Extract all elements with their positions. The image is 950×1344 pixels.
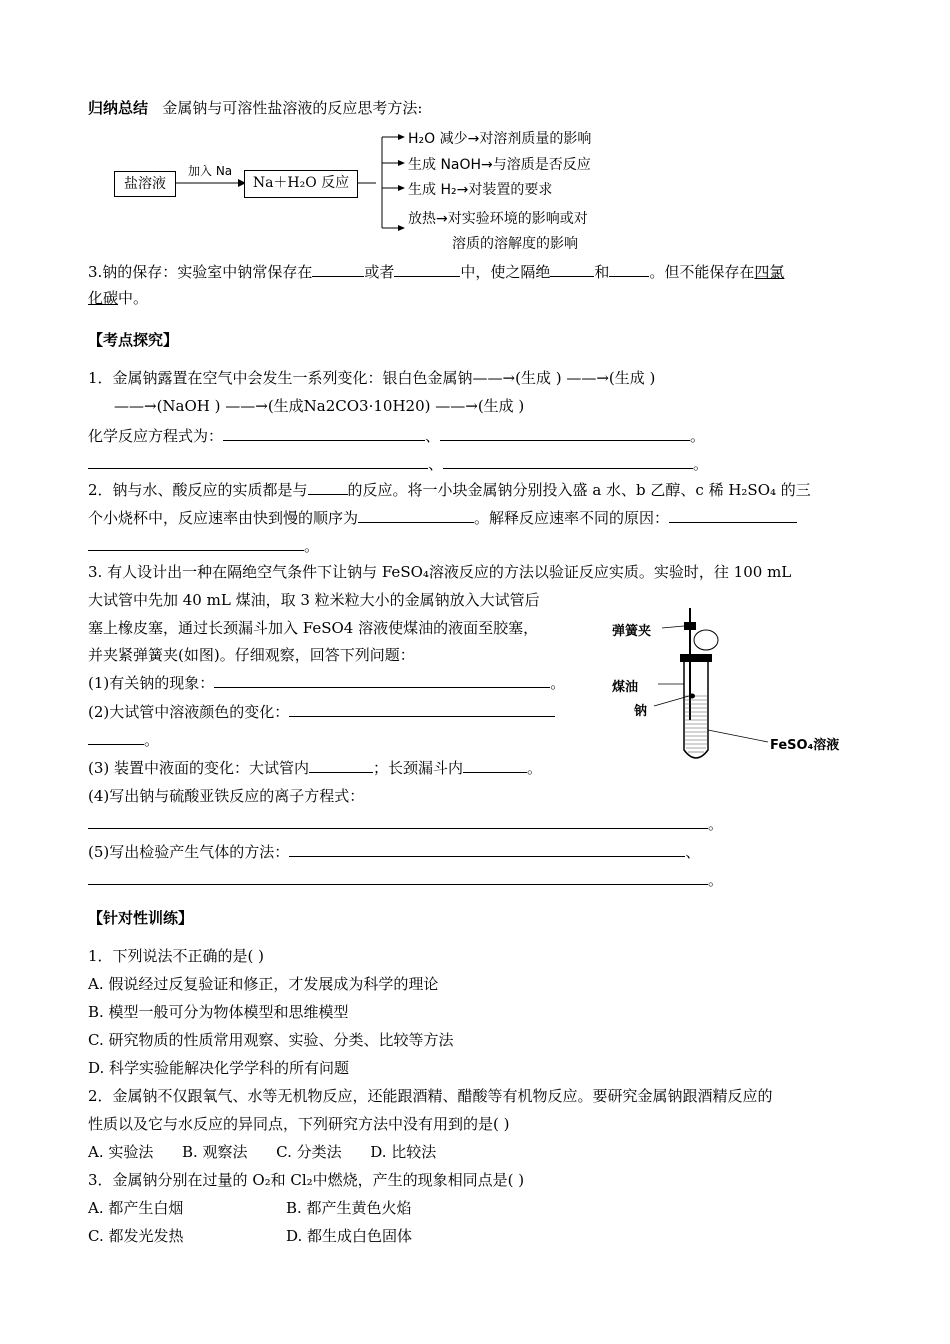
blank[interactable]: [88, 814, 708, 829]
storage-underlined: 四氯: [754, 263, 785, 281]
q1-line-1: 1．金属钠露置在空气中会发生一系列变化：银白色金属钠——→(生成 ) ——→(生成 ): [88, 369, 656, 387]
label-kerosene: 煤油: [612, 680, 639, 695]
q3-text: (5)写出检验产生气体的方法：: [88, 843, 290, 861]
storage-line: [88, 262, 784, 282]
period: 。: [708, 815, 724, 833]
q3-line-2: 大试管中先加 40 mL 煤油，取 3 粒米粒大小的金属钠放入大试管后: [88, 591, 540, 609]
branch-1: H₂O 减少→对溶剂质量的影响: [408, 131, 592, 147]
q1-line-3: [88, 426, 705, 446]
q2-text: 的反应。将一小块金属钠分别投入盛 a 水、b 乙醇、c 稀 H₂SO₄ 的三: [347, 481, 811, 499]
section-heading-training: 【针对性训练】: [88, 909, 194, 927]
period: 。: [527, 759, 543, 777]
storage-text: 。但不能保存在: [649, 263, 755, 281]
q2-text: 。解释反应速率不同的原因：: [474, 509, 670, 527]
t3-stem: 3．金属钠分别在过量的 O₂和 Cl₂中燃烧，产生的现象相同点是( ): [88, 1171, 525, 1189]
reaction-box: Na＋H₂O 反应: [244, 170, 358, 198]
t2-stem-2: 性质以及它与水反应的异同点，下列研究方法中没有用到的是( ): [88, 1115, 510, 1133]
summary-line: [88, 98, 422, 118]
blank[interactable]: [214, 673, 550, 688]
q2-text: 2．钠与水、酸反应的实质都是与: [88, 481, 308, 499]
t1-option-d: D. 科学实验能解决化学学科的所有问题: [88, 1059, 350, 1077]
blank[interactable]: [550, 262, 594, 277]
q3-line-3: 塞上橡皮塞，通过长颈漏斗加入 FeSO4 溶液使煤油的液面至胶塞，: [88, 619, 539, 637]
q1-line-4: [88, 454, 708, 474]
blank[interactable]: [312, 262, 364, 277]
period: 。: [690, 427, 706, 445]
q1-line-2: ——→(NaOH ) ——→(生成Na2CO3·10H20) ——→(生成 ): [114, 397, 525, 415]
period: 。: [693, 455, 709, 473]
t3-option-c: C. 都发光发热: [88, 1227, 184, 1245]
q3-sub-4: (4)写出钠与硫酸亚铁反应的离子方程式：: [88, 787, 365, 805]
t3-option-a: A. 都产生白烟: [88, 1199, 184, 1217]
q3-text: (2)大试管中溶液颜色的变化：: [88, 703, 290, 721]
separator: 、: [425, 427, 441, 445]
blank[interactable]: [289, 702, 555, 717]
q3-sub-1: [88, 673, 565, 693]
label-clip: 弹簧夹: [612, 624, 652, 639]
q3-text: ；长颈漏斗内: [373, 759, 464, 777]
blank[interactable]: [463, 758, 527, 773]
q2-line-3: [88, 536, 319, 556]
q3-text: (1)有关钠的现象：: [88, 674, 215, 692]
storage-line-2: [88, 288, 148, 308]
apparatus-figure: [612, 600, 852, 770]
period: 。: [550, 674, 566, 692]
blank[interactable]: [308, 480, 348, 495]
summary-text: 金属钠与可溶性盐溶液的反应思考方法:: [162, 99, 423, 117]
reaction-diagram: [110, 120, 630, 260]
q3-sub-4-answer: [88, 814, 723, 834]
period: 。: [304, 537, 320, 555]
period: 。: [708, 871, 724, 889]
label-sodium: 钠: [634, 704, 648, 719]
storage-text: 或者: [364, 263, 395, 281]
separator: 、: [428, 455, 444, 473]
q3-sub-5: [88, 842, 700, 862]
blank[interactable]: [443, 454, 693, 469]
section-heading-exam: 【考点探究】: [88, 331, 179, 349]
blank[interactable]: [669, 508, 797, 523]
blank[interactable]: [358, 508, 474, 523]
t3-option-d: D. 都生成白色固体: [286, 1227, 413, 1245]
blank[interactable]: [88, 870, 708, 885]
storage-text: 3.钠的保存：实验室中钠常保存在: [88, 263, 313, 281]
t1-option-a: A. 假说经过反复验证和修正，才发展成为科学的理论: [88, 975, 439, 993]
blank[interactable]: [88, 454, 428, 469]
separator: 、: [685, 843, 701, 861]
branch-4: 放热→对实验环境的影响或对: [408, 211, 588, 227]
blank[interactable]: [223, 426, 425, 441]
label-feso4: FeSO₄溶液: [770, 738, 840, 753]
branch-2: 生成 NaOH→与溶质是否反应: [408, 157, 591, 173]
q3-sub-2: [88, 702, 555, 722]
q3-line-1: 3. 有人设计出一种在隔绝空气条件下让钠与 FeSO₄溶液反应的方法以验证反应实质。实验时，往 100 mL: [88, 563, 792, 581]
salt-solution-box: 盐溶液: [114, 171, 176, 197]
q2-line-2: [88, 508, 797, 528]
q2-text: 个小烧杯中，反应速率由快到慢的顺序为: [88, 509, 359, 527]
period: 。: [144, 731, 160, 749]
t2-stem-1: 2．金属钠不仅跟氧气、水等无机物反应，还能跟酒精、醋酸等有机物反应。要研究金属钠跟酒精反应的: [88, 1087, 773, 1105]
q3-line-4: 并夹紧弹簧夹(如图)。仔细观察，回答下列问题：: [88, 646, 415, 664]
storage-text: 和: [594, 263, 610, 281]
q2-line-1: [88, 480, 811, 500]
blank[interactable]: [88, 730, 144, 745]
t1-option-b: B. 模型一般可分为物体模型和思维模型: [88, 1003, 349, 1021]
q3-sub-5-answer: [88, 870, 723, 890]
q3-sub-3: [88, 758, 542, 778]
branch-3: 生成 H₂→对装置的要求: [408, 182, 553, 198]
t1-option-c: C. 研究物质的性质常用观察、实验、分类、比较等方法: [88, 1031, 454, 1049]
blank[interactable]: [289, 842, 685, 857]
t2-options: A. 实验法 B. 观察法 C. 分类法 D. 比较法: [88, 1143, 437, 1161]
storage-underlined: 化碳: [88, 289, 119, 307]
add-na-label: 加入 Na: [188, 164, 233, 178]
t1-stem: 1．下列说法不正确的是( ): [88, 947, 265, 965]
blank[interactable]: [309, 758, 373, 773]
q1-label: 化学反应方程式为：: [88, 427, 224, 445]
t3-option-b: B. 都产生黄色火焰: [286, 1199, 412, 1217]
blank[interactable]: [394, 262, 460, 277]
q3-sub-2-cont: [88, 730, 159, 750]
blank[interactable]: [609, 262, 649, 277]
summary-title: 归纳总结: [88, 99, 149, 117]
q3-text: (3) 装置中液面的变化：大试管内: [88, 759, 310, 777]
branch-4-cont: 溶质的溶解度的影响: [452, 236, 578, 252]
blank[interactable]: [88, 536, 304, 551]
storage-text: 中，使之隔绝: [460, 263, 551, 281]
blank[interactable]: [440, 426, 690, 441]
storage-text: 中。: [118, 289, 149, 307]
